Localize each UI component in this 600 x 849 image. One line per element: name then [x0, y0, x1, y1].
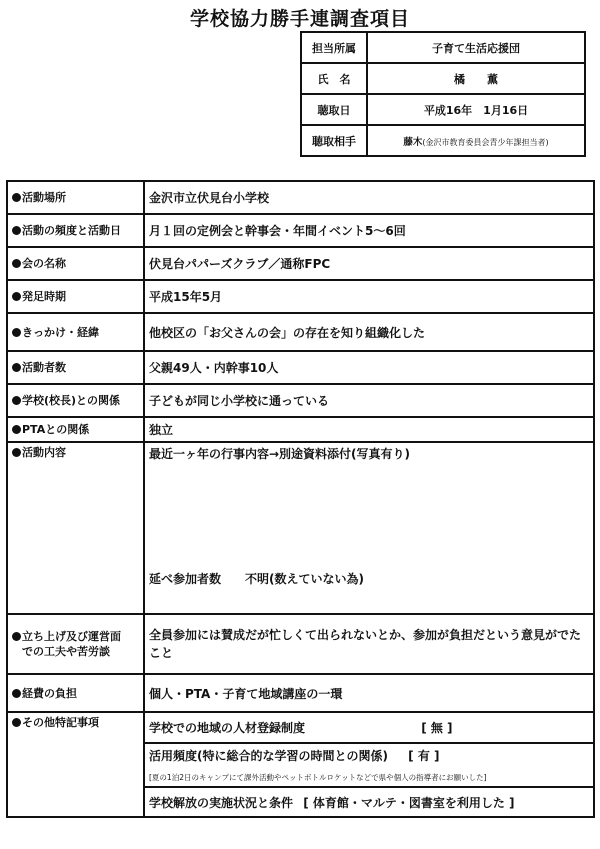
- row-value: 子どもが同じ小学校に通っている: [144, 384, 594, 417]
- name-label: 氏 名: [301, 63, 367, 94]
- date-value: 平成16年 1月16日: [367, 94, 585, 125]
- other-item3: [144, 787, 594, 817]
- bullet-icon: [12, 718, 21, 727]
- row-value: 金沢市立伏見台小学校: [144, 181, 594, 214]
- startup-label: 立ち上げ及び運営面 での工夫や苦労談: [7, 614, 144, 674]
- row-label: 発足時期: [7, 280, 144, 313]
- bullet-icon: [12, 448, 21, 457]
- row-label: 活動の頻度と活動日: [7, 214, 144, 247]
- other-label: その他特記事項: [7, 712, 144, 817]
- table-row: [7, 313, 594, 351]
- dept-value: 子育て生活応援団: [367, 32, 585, 63]
- expense-row: [7, 674, 594, 712]
- other-item2: [144, 743, 594, 787]
- other-item1: [144, 712, 594, 743]
- startup-value: 全員参加には賛成だが忙しくて出られないとか、参加が負担だという意見がでたこと: [144, 614, 594, 674]
- expense-label: 経費の負担: [7, 674, 144, 712]
- table-row: [7, 280, 594, 313]
- other-item3-mark: [ 体育館・マルテ・図書室を利用した ]: [303, 795, 515, 810]
- row-value: 他校区の「お父さんの会」の存在を知り組織化した: [144, 313, 594, 351]
- interviewee-note: (金沢市教育委員会青少年課担当者): [422, 137, 549, 147]
- bullet-icon: [12, 328, 21, 337]
- row-value: 独立: [144, 417, 594, 442]
- row-value: 平成15年5月: [144, 280, 594, 313]
- table-row: [7, 351, 594, 384]
- other-item3-text: 学校解放の実施状況と条件: [149, 795, 294, 810]
- row-value: 月１回の定例会と幹事会・年間イベント5～6回: [144, 214, 594, 247]
- row-label: きっかけ・経緯: [7, 313, 144, 351]
- name-value: 橘 薫: [367, 63, 585, 94]
- survey-table: [6, 180, 595, 818]
- page-title: 学校協力勝手連調査項目: [189, 8, 410, 30]
- activity-label: 活動内容: [7, 442, 144, 614]
- row-label: 活動者数: [7, 351, 144, 384]
- bullet-icon: [12, 292, 21, 301]
- other-item1-mark: [ 無 ]: [421, 721, 453, 735]
- row-label: 活動場所: [7, 181, 144, 214]
- row-label: PTAとの関係: [7, 417, 144, 442]
- activity-line2: 延べ参加者数 不明(数えていない為): [149, 572, 364, 586]
- interviewee-label: 聴取相手: [301, 125, 367, 156]
- other-item2-text: 活用頻度(特に総合的な学習の時間との関係): [149, 749, 388, 763]
- bullet-icon: [12, 425, 21, 434]
- table-row: [7, 214, 594, 247]
- bullet-icon: [12, 259, 21, 268]
- bullet-icon: [12, 193, 21, 202]
- interviewee-value: 藤木: [403, 136, 423, 148]
- bullet-icon: [12, 363, 21, 372]
- table-row: [7, 417, 594, 442]
- expense-value: 個人・PTA・子育て地域講座の一環: [144, 674, 594, 712]
- table-row: [7, 384, 594, 417]
- bullet-icon: [12, 226, 21, 235]
- header-info-table: [300, 31, 586, 157]
- other-item2-note: [夏の1泊2日のキャンプにて課外活動やペットボトルロケットなどで県や個人の指導者にお願いした]: [149, 773, 487, 782]
- interviewee-cell: [367, 125, 585, 156]
- row-value: 伏見台パパーズクラブ／通称FPC: [144, 247, 594, 280]
- bullet-icon: [12, 689, 21, 698]
- date-label: 聴取日: [301, 94, 367, 125]
- table-row: [7, 247, 594, 280]
- row-label: 会の名称: [7, 247, 144, 280]
- activity-line1: 最近一ヶ年の行事内容→別途資料添付(写真有り): [149, 447, 411, 461]
- bullet-icon: [12, 396, 21, 405]
- other-item1-text: 学校での地域の人材登録制度: [149, 721, 306, 735]
- dept-label: 担当所属: [301, 32, 367, 63]
- table-row: [7, 181, 594, 214]
- row-value: 父親49人・内幹事10人: [144, 351, 594, 384]
- activity-value: [144, 442, 594, 614]
- startup-row: [7, 614, 594, 674]
- other-item2-mark: [ 有 ]: [408, 749, 440, 763]
- bullet-icon: [12, 632, 21, 641]
- row-label: 学校(校長)との関係: [7, 384, 144, 417]
- other-row-1: [7, 712, 594, 743]
- activity-row: [7, 442, 594, 614]
